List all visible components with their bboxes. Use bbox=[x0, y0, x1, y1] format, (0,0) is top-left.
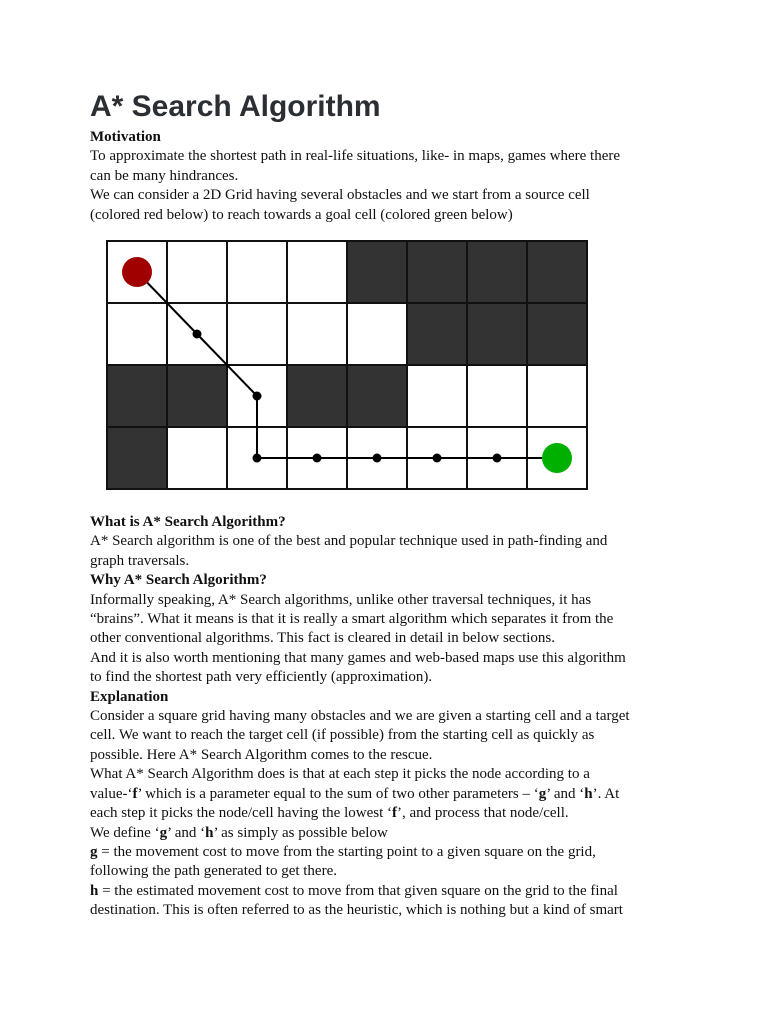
free-cell bbox=[287, 241, 347, 303]
free-cell bbox=[287, 303, 347, 365]
path-node bbox=[193, 330, 202, 339]
obstacle-cell bbox=[347, 365, 407, 427]
start-cell-marker bbox=[122, 257, 152, 287]
obstacle-cell bbox=[407, 303, 467, 365]
free-cell bbox=[527, 365, 587, 427]
path-node bbox=[253, 454, 262, 463]
motivation-line: (colored red below) to reach towards a goal cell (colored green below) bbox=[90, 206, 513, 223]
obstacle-cell bbox=[347, 241, 407, 303]
g-term: g bbox=[538, 785, 547, 802]
why-line: to find the shortest path very efficiently (approximation). bbox=[90, 669, 433, 686]
g-definition-line-1 bbox=[90, 843, 690, 862]
f-line-2 bbox=[90, 785, 690, 804]
grid-path-figure bbox=[106, 240, 588, 492]
obstacle-cell bbox=[527, 241, 587, 303]
f-line-1: What A* Search Algorithm does is that at each step it picks the node according to a bbox=[90, 766, 590, 783]
f-term: f bbox=[132, 785, 138, 802]
path-node bbox=[253, 392, 262, 401]
motivation-line: To approximate the shortest path in real-life situations, like- in maps, games where there bbox=[90, 148, 621, 165]
h-definition-line-2: destination. This is often referred to as the heuristic, which is nothing but a kind of smart bbox=[90, 902, 623, 919]
what-line: A* Search algorithm is one of the best and popular technique used in path-finding and bbox=[90, 533, 608, 550]
obstacle-cell bbox=[167, 365, 227, 427]
h-label: h bbox=[90, 882, 99, 899]
text-run: ’ and ‘ bbox=[167, 824, 206, 841]
path-node bbox=[433, 454, 442, 463]
text-run: ’. At bbox=[592, 785, 620, 802]
text-run: = the movement cost to move from the starting point to a given square on the grid, bbox=[97, 843, 596, 860]
obstacle-cell bbox=[287, 365, 347, 427]
why-heading: Why A* Search Algorithm? bbox=[90, 572, 267, 589]
why-line: Informally speaking, A* Search algorithms, unlike other traversal techniques, it has bbox=[90, 591, 592, 608]
free-cell bbox=[407, 365, 467, 427]
text-run: each step it picks the node/cell having the lowest ‘ bbox=[90, 805, 392, 822]
explanation-line: Consider a square grid having many obstacles and we are given a starting cell and a target bbox=[90, 708, 630, 725]
define-line bbox=[90, 824, 690, 843]
free-cell bbox=[347, 303, 407, 365]
free-cell bbox=[227, 303, 287, 365]
motivation-line: We can consider a 2D Grid having several obstacles and we start from a source cell bbox=[90, 187, 590, 204]
obstacle-cell bbox=[107, 427, 167, 489]
obstacle-cell bbox=[527, 303, 587, 365]
what-heading: What is A* Search Algorithm? bbox=[90, 514, 286, 530]
g-term: g bbox=[159, 824, 168, 841]
h-definition-line-1 bbox=[90, 882, 690, 901]
text-run: ’ as simply as possible below bbox=[213, 824, 388, 841]
free-cell bbox=[227, 241, 287, 303]
why-line: “brains”. What it means is that it is really a smart algorithm which separates it from the bbox=[90, 611, 614, 628]
text-run: = the estimated movement cost to move from that given square on the grid to the final bbox=[98, 882, 618, 899]
path-node bbox=[373, 454, 382, 463]
motivation-heading: Motivation bbox=[90, 129, 161, 145]
text-run: ’ and ‘ bbox=[546, 785, 585, 802]
obstacle-cell bbox=[107, 365, 167, 427]
why-line: And it is also worth mentioning that many games and web-based maps use this algorithm bbox=[90, 649, 626, 666]
free-cell bbox=[167, 427, 227, 489]
free-cell bbox=[467, 365, 527, 427]
motivation-section bbox=[90, 128, 690, 225]
path-node bbox=[493, 454, 502, 463]
f-line-3 bbox=[90, 804, 690, 823]
f-term: f bbox=[392, 805, 397, 822]
text-run: value-‘ bbox=[90, 785, 133, 802]
explanation-line: possible. Here A* Search Algorithm comes to the rescue. bbox=[90, 746, 433, 763]
explanation-heading: Explanation bbox=[90, 688, 169, 705]
path-node bbox=[313, 454, 322, 463]
h-term: h bbox=[205, 824, 214, 841]
explanation-line: cell. We want to reach the target cell (if possible) from the starting cell as quickly as bbox=[90, 727, 595, 744]
why-line: other conventional algorithms. This fact is cleared in detail in below sections. bbox=[90, 630, 556, 647]
g-label: g bbox=[90, 843, 98, 860]
obstacle-cell bbox=[467, 303, 527, 365]
what-line: graph traversals. bbox=[90, 552, 190, 569]
h-term: h bbox=[584, 785, 593, 802]
free-cell bbox=[107, 303, 167, 365]
page-title: A* Search Algorithm bbox=[90, 90, 381, 123]
obstacle-cell bbox=[467, 241, 527, 303]
obstacle-cell bbox=[407, 241, 467, 303]
goal-cell-marker bbox=[542, 443, 572, 473]
body-section bbox=[90, 513, 690, 921]
text-run: ’ which is a parameter equal to the sum of two other parameters – ‘ bbox=[137, 785, 539, 802]
text-run: ’, and process that node/cell. bbox=[397, 805, 569, 822]
free-cell bbox=[167, 241, 227, 303]
text-run: We define ‘ bbox=[90, 824, 160, 841]
motivation-line: can be many hindrances. bbox=[90, 167, 239, 184]
g-definition-line-2: following the path generated to get there. bbox=[90, 863, 337, 880]
